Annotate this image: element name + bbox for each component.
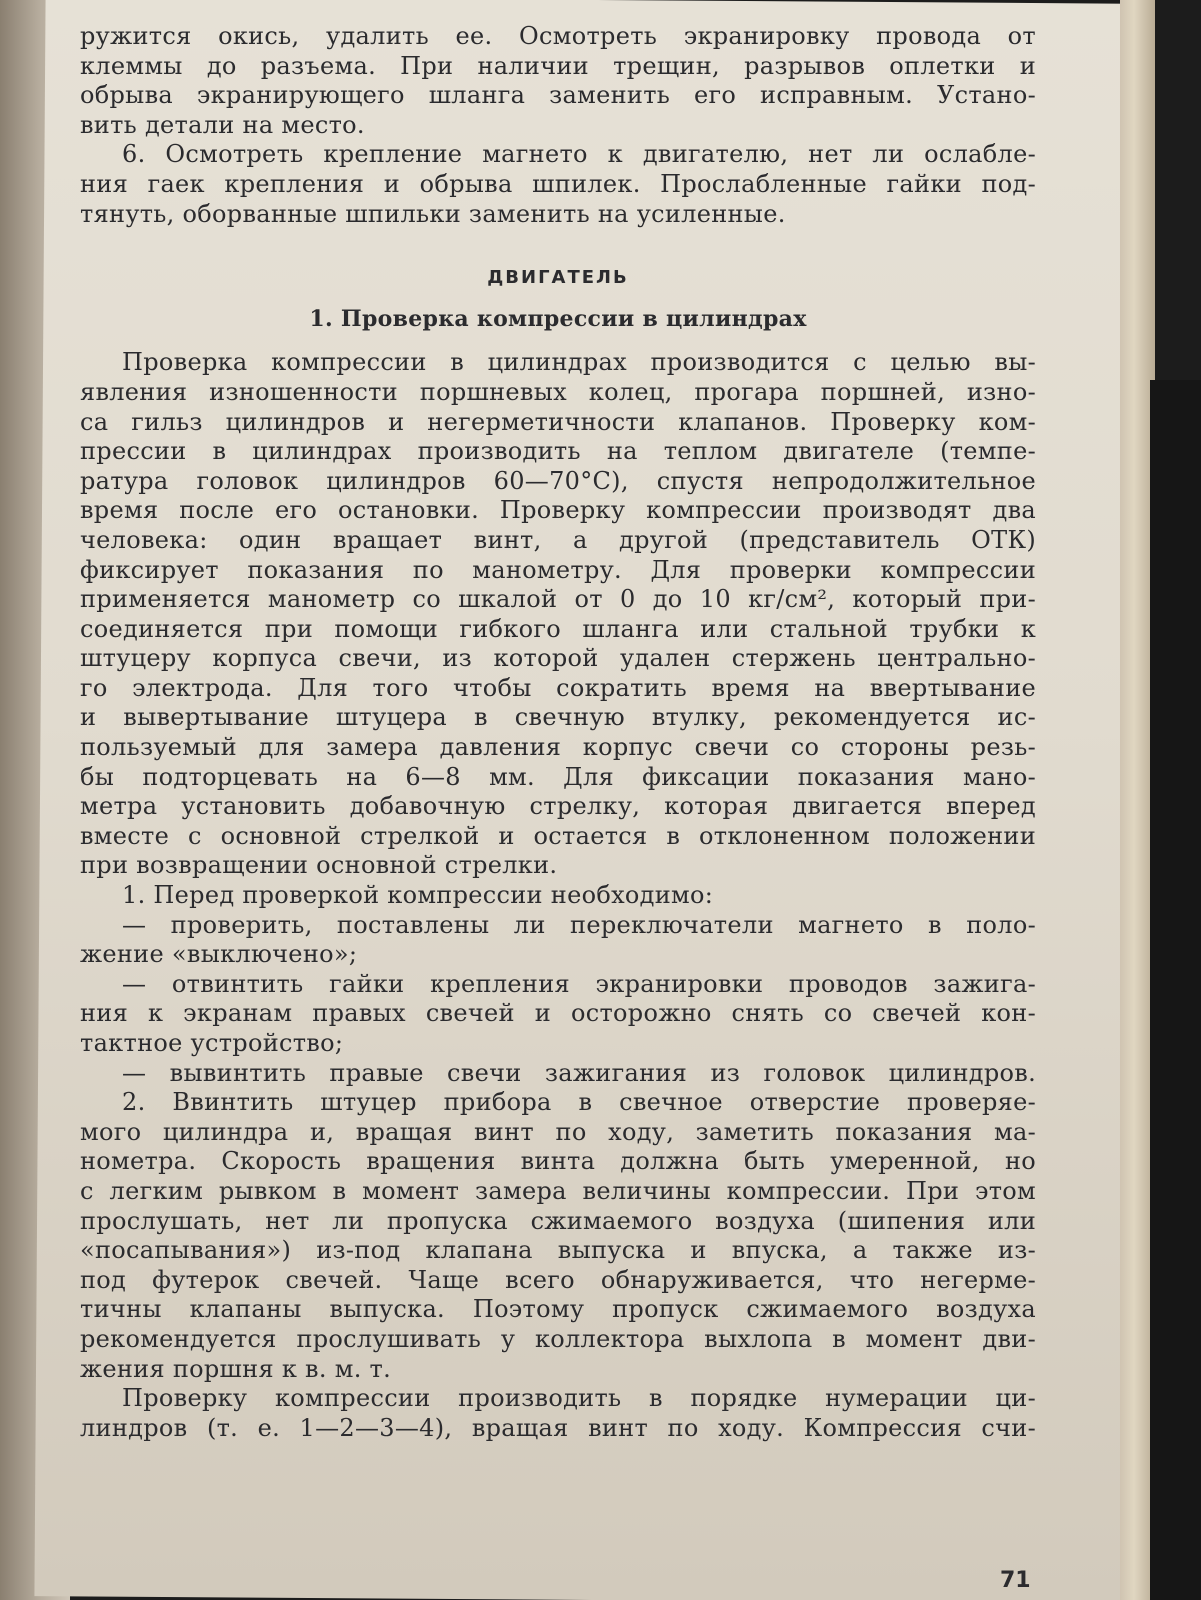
text-line: при возвращении основной стрелки. — [80, 851, 558, 880]
text-line: соединяется при помощи гибкого шланга или стальной трубки к — [80, 614, 1036, 643]
text-line: пользуемый для замера давления корпус свечи со стороны резь- — [80, 733, 1036, 762]
section-title: ДВИГАТЕЛЬ — [487, 267, 629, 289]
text-line: жения поршня к в. м. т. — [80, 1354, 392, 1383]
text-line: вместе с основной стрелкой и остается в отклоненном положении — [80, 821, 1036, 850]
text-line: время после его остановки. Проверку компрессии производят два — [80, 496, 1036, 525]
text-line: нометра. Скорость вращения винта должна быть умеренной, но — [80, 1147, 1036, 1176]
text-line: ния к экранам правых свечей и осторожно снять со свечей кон- — [80, 999, 1036, 1028]
text-line: — проверить, поставлены ли переключатели магнето в поло- — [122, 910, 1036, 939]
text-line: мого цилиндра и, вращая винт по ходу, заметить показания ма- — [80, 1117, 1036, 1146]
text-line: Проверка компрессии в цилиндрах производится с целью вы- — [122, 348, 1036, 377]
text-line: «посапывания») из-под клапана выпуска и впуска, а также из- — [80, 1236, 1036, 1265]
paragraph-top — [80, 22, 1036, 140]
text-line: ружится окись, удалить ее. Осмотреть экранировку провода от — [80, 22, 1036, 50]
text-line: метра установить добавочную стрелку, которая двигается вперед — [80, 792, 1036, 821]
subsection-title: 1. Проверка компрессии в цилиндрах — [309, 305, 807, 332]
text-line: под футерок свечей. Чаще всего обнаруживается, что негерме- — [80, 1265, 1036, 1294]
text-line: с легким рывком в момент замера величины компрессии. При этом — [80, 1176, 1036, 1205]
text-line: тактное устройство; — [80, 1029, 344, 1057]
text-line: прослушать, нет ли пропуска сжимаемого воздуха (шипения или — [80, 1206, 1036, 1235]
paragraph-item-6 — [80, 140, 1036, 229]
background-dark — [1150, 380, 1201, 1600]
text-line: явления изношенности поршневых колец, прогара поршней, изно- — [80, 377, 1036, 406]
paragraph-step-2 — [80, 1088, 1036, 1384]
text-line: вить детали на место. — [80, 110, 365, 139]
paragraph-main — [80, 348, 1036, 881]
text-line: 2. Ввинтить штуцер прибора в свечное отверстие проверяе- — [122, 1088, 1036, 1117]
text-line: рекомендуется прослушивать у коллектора выхлопа в момент дви- — [80, 1324, 1036, 1353]
page-text — [80, 22, 1036, 1443]
text-line: фиксирует показания по манометру. Для проверки компрессии — [80, 555, 1036, 584]
text-line: — отвинтить гайки крепления экранировки проводов зажига- — [122, 969, 1036, 998]
text-line: 1. Перед проверкой компрессии необходимо: — [122, 881, 714, 910]
text-line: са гильз цилиндров и негерметичности клапанов. Проверку ком- — [80, 407, 1036, 436]
text-line: штуцеру корпуса свечи, из которой удален стержень центрально- — [80, 644, 1036, 673]
text-line: человека: один вращает винт, а другой (представитель ОТК) — [80, 525, 1036, 554]
text-line: линдров (т. е. 1—2—3—4), вращая винт по ходу. Компрессия счи- — [80, 1413, 1036, 1442]
text-line: жение «выключено»; — [80, 940, 358, 969]
text-line: прессии в цилиндрах производить на теплом двигателе (темпе- — [80, 437, 1036, 466]
text-line: 6. Осмотреть крепление магнето к двигателю, нет ли ослабле- — [122, 140, 1036, 169]
text-line: клеммы до разъема. При наличии трещин, разрывов оплетки и — [80, 51, 1036, 80]
text-line: и вывертывание штуцера в свечную втулку, рекомендуется ис- — [80, 703, 1036, 732]
text-line: тянуть, оборванные шпильки заменить на усиленные. — [80, 199, 786, 228]
page-number: 71 — [1000, 1568, 1031, 1593]
text-line: ния гаек крепления и обрыва шпилек. Прослабленные гайки под- — [80, 169, 1036, 198]
text-line: ратура головок цилиндров 60—70°С), спустя непродолжительное — [80, 466, 1036, 495]
text-line: — вывинтить правые свечи зажигания из головок цилиндров. — [122, 1058, 1036, 1087]
text-line: обрыва экранирующего шланга заменить его исправным. Устано- — [80, 81, 1036, 110]
text-line: го электрода. Для того чтобы сократить время на ввертывание — [80, 673, 1036, 702]
text-line: применяется манометр со шкалой от 0 до 10 кг/см², который при- — [80, 585, 1036, 614]
text-line: тичны клапаны выпуска. Поэтому пропуск сжимаемого воздуха — [80, 1295, 1036, 1324]
paragraph-final — [80, 1384, 1036, 1443]
paragraph-step-1 — [80, 881, 1036, 1088]
text-line: бы подторцевать на 6—8 мм. Для фиксации показания мано- — [80, 762, 1036, 791]
text-line: Проверку компрессии производить в порядке нумерации ци- — [122, 1384, 1036, 1413]
